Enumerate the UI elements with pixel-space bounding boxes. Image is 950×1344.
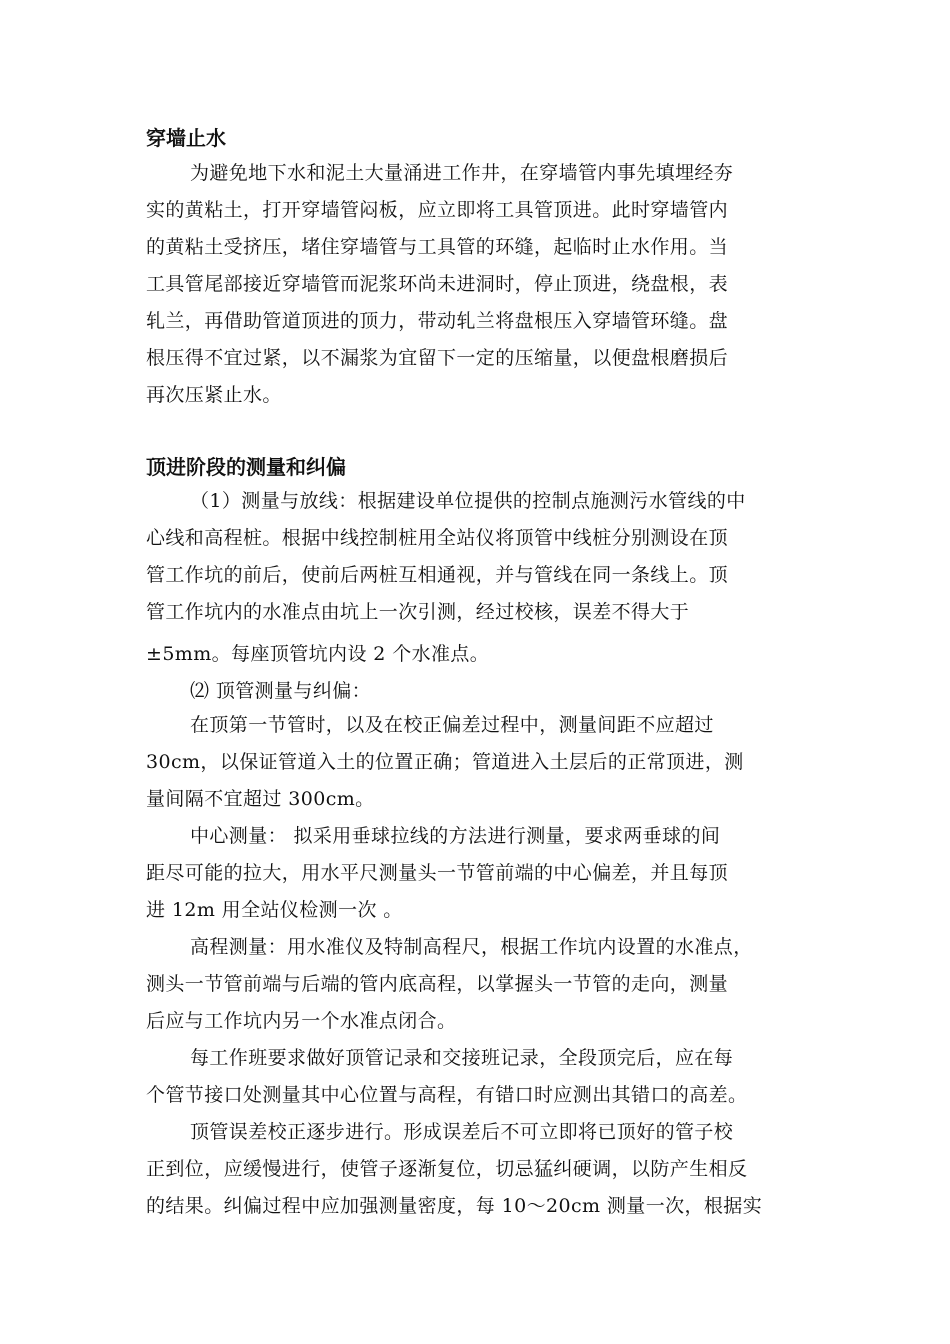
paragraph-line: 轧兰，再借助管道顶进的顶力，带动轧兰将盘根压入穿墙管环缝。盘 [146,310,729,332]
paragraph-line: 距尽可能的拉大，用水平尺测量头一节管前端的中心偏差，并且每顶 [146,862,729,884]
paragraph-line: 管工作坑的前后，使前后两桩互相通视，并与管线在同一条线上。顶 [146,564,729,586]
paragraph-line: 高程测量：用水准仪及特制高程尺，根据工作坑内设置的水准点， [190,936,753,958]
paragraph-line: 个管节接口处测量其中心位置与高程，有错口时应测出其错口的高差。 [146,1084,748,1106]
paragraph-line: 每工作班要求做好顶管记录和交接班记录，全段顶完后，应在每 [190,1047,734,1069]
paragraph-line: 后应与工作坑内另一个水准点闭合。 [146,1010,457,1032]
paragraph-line: 顶管误差校正逐步进行。形成误差后不可立即将已顶好的管子校 [190,1121,734,1143]
subheading-line: ⑵ 顶管测量与纠偏： [190,680,372,702]
paragraph-line: 的结果。纠偏过程中应加强测量密度，每 10～20cm 测量一次，根据实 [146,1195,763,1217]
paragraph-line: 再次压紧止水。 [146,384,282,406]
paragraph-line: 量间隔不宜超过 300cm。 [146,788,375,810]
paragraph-line: 工具管尾部接近穿墙管而泥浆环尚未进洞时，停止顶进，绕盘根，表 [146,273,729,295]
paragraph-line: （1）测量与放线：根据建设单位提供的控制点施测污水管线的中 [190,490,746,512]
paragraph-line: 30cm，以保证管道入土的位置正确；管道进入土层后的正常顶进，测 [146,751,744,773]
paragraph-line: 测头一节管前端与后端的管内底高程，以掌握头一节管的走向，测量 [146,973,729,995]
section-heading-wall-sealing: 穿墙止水 [146,126,226,150]
paragraph-line: 正到位，应缓慢进行，使管子逐渐复位，切忌猛纠硬调，以防产生相反 [146,1158,748,1180]
section-heading-measurement: 顶进阶段的测量和纠偏 [146,455,346,479]
paragraph-line: ±5mm。每座顶管坑内设 2 个水准点。 [146,643,490,665]
paragraph-line: 管工作坑内的水准点由坑上一次引测，经过校核，误差不得大于 [146,601,690,623]
paragraph-line: 实的黄粘土，打开穿墙管闷板，应立即将工具管顶进。此时穿墙管内 [146,199,729,221]
paragraph-line: 心线和高程桩。根据中线控制桩用全站仪将顶管中线桩分别测设在顶 [146,527,729,549]
paragraph-line: 在顶第一节管时，以及在校正偏差过程中，测量间距不应超过 [190,714,714,736]
paragraph-line: 进 12m 用全站仪检测一次 。 [146,899,403,921]
paragraph-line: 为避免地下水和泥土大量涌进工作井，在穿墙管内事先填埋经夯 [190,162,734,184]
paragraph-line: 根压得不宜过紧，以不漏浆为宜留下一定的压缩量，以便盘根磨损后 [146,347,729,369]
paragraph-line: 的黄粘土受挤压，堵住穿墙管与工具管的环缝，起临时止水作用。当 [146,236,729,258]
paragraph-line: 中心测量： 拟采用垂球拉线的方法进行测量，要求两垂球的间 [190,825,721,847]
